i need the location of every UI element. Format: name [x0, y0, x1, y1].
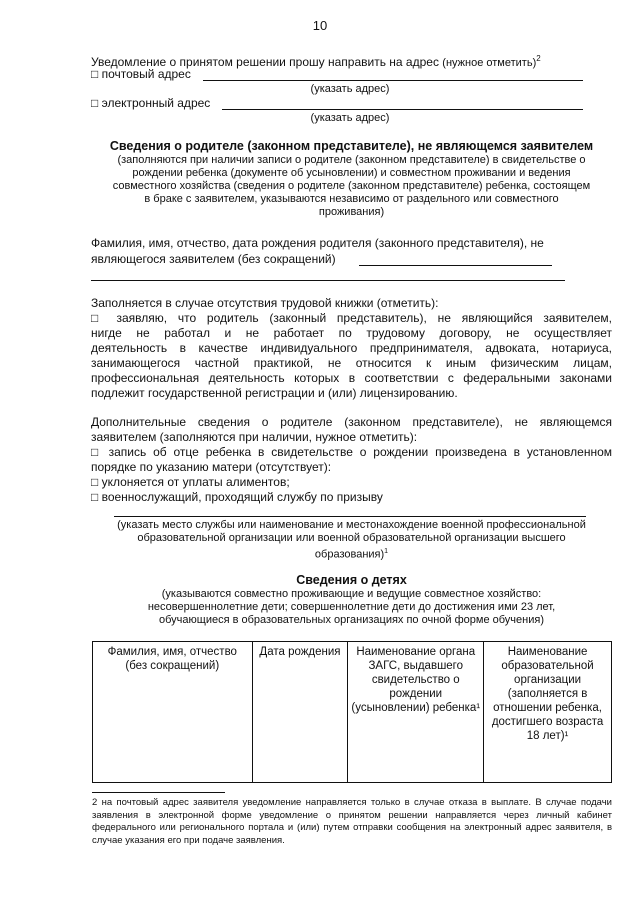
military-service-hint	[91, 519, 612, 562]
children-subtitle-line: несовершеннолетние дети; совершеннолетние дети до достижения ими 23 лет,	[147, 601, 556, 613]
electronic-address-hint: (указать адрес)	[310, 112, 390, 124]
conscript-option[interactable]: □ военнослужащий, проходящий службу по призыву	[91, 490, 383, 504]
additional-line: заявителем (заполняются при наличии, нужное отметить):	[91, 430, 418, 444]
postal-address-field[interactable]	[203, 80, 583, 81]
father-record-option-cont: порядке по указанию матери (отсутствует):	[91, 460, 332, 474]
page-number: 10	[312, 18, 328, 33]
children-section-title: Сведения о детях	[296, 573, 407, 587]
footnote-ref-1: 1	[384, 548, 389, 555]
parent-fio-label-1: Фамилия, имя, отчество, дата рождения родителя (законного представителя), не	[91, 236, 544, 250]
notification-intro-hint: (нужное отметить)	[442, 57, 537, 69]
parent-subtitle-line: в браке с заявителем, указываются независимо от раздельного или совместного	[144, 193, 559, 205]
parent-subtitle-line: рождении ребенка (документе об усыновлении) и совместном проживании и ведения	[132, 167, 571, 179]
parent-subtitle-line: совместного хозяйства (сведения о родителе (законном представителе) ребенка, состоящем	[112, 180, 591, 192]
work-book-line: подлежит государственной регистрации и (или) лицензированию.	[91, 386, 458, 400]
postal-address-hint: (указать адрес)	[310, 83, 390, 95]
footnote-ref-2: 2	[536, 54, 541, 63]
parent-fio-field-continued[interactable]	[91, 280, 565, 281]
parent-subtitle-line: проживания)	[318, 206, 385, 218]
military-hint-line: образования)	[314, 548, 385, 561]
additional-line: Дополнительные сведения о родителе (законном представителе), не являющемся	[91, 415, 612, 429]
work-book-line: профессиональная деятельность которых в соответствии с федеральными законами	[91, 371, 612, 385]
work-book-intro: Заполняется в случае отсутствия трудовой книжки (отметить):	[91, 296, 439, 310]
column-header-fio: Фамилия, имя, отчество (без сокращений)	[93, 642, 253, 783]
footnote-separator	[92, 792, 225, 793]
work-book-line: занимающегося частной практикой, не относится к иным физическим лицам,	[91, 356, 612, 370]
footnote-2: 2 на почтовый адрес заявителя уведомление направляется только в случае отказа в выплате. В случае подачи заявления в электронной форме уведомление о принятом решении направляется через личный кабинет федерального или регионального портала и (или) путем отправки сообщения на электронный адрес заявителя, в случае указания его при подаче заявления.	[92, 797, 612, 846]
children-section-subtitle	[91, 588, 612, 627]
children-subtitle-line: обучающиеся в образовательных организациях по очной форме обучения)	[159, 614, 544, 626]
work-book-line: деятельность в качестве индивидуального предпринимателя, адвоката, нотариуса,	[91, 341, 612, 355]
postal-address-checkbox-label[interactable]: □ почтовый адрес	[91, 67, 191, 81]
children-subtitle-line: (указываются совместно проживающие и ведущие совместное хозяйство:	[161, 588, 542, 600]
parent-section-title: Сведения о родителе (законном представителе), не являющемся заявителем	[109, 139, 594, 153]
parent-fio-label-2: являющегося заявителем (без сокращений)	[91, 252, 336, 266]
electronic-address-checkbox-label[interactable]: □ электронный адрес	[91, 96, 211, 110]
parent-fio-field[interactable]	[359, 265, 552, 266]
electronic-address-field[interactable]	[222, 109, 583, 110]
military-hint-line: образовательной организации или военной образовательной организации высшего	[137, 532, 566, 544]
children-table	[92, 641, 612, 783]
military-hint-line: (указать место службы или наименование и местонахождение военной профессиональной	[117, 519, 586, 531]
father-record-option[interactable]: □ запись об отце ребенка в свидетельстве о рождении произведена в установленном	[91, 445, 612, 459]
additional-info-block	[91, 415, 612, 505]
parent-subtitle-line: (заполняются при наличии записи о родителе (законном представителе) в свидетельстве о	[117, 154, 586, 166]
military-service-field[interactable]	[114, 516, 586, 517]
work-book-statement[interactable]	[91, 311, 612, 401]
notification-intro-text: Уведомление о принятом решении прошу направить на адрес	[91, 55, 439, 69]
children-table-header-row	[93, 642, 612, 783]
work-book-line: □ заявляю, что родитель (законный представитель), не являющийся заявителем,	[91, 311, 612, 325]
work-book-line: нигде не работал и не работает по трудовому договору, не осуществляет	[91, 326, 612, 340]
alimony-option[interactable]: □ уклоняется от уплаты алиментов;	[91, 475, 290, 489]
column-header-birthdate: Дата рождения	[252, 642, 348, 783]
parent-section-subtitle	[91, 154, 612, 219]
column-header-education: Наименование образовательной организации (заполняется в отношении ребенка, достигшего возраста 18 лет)¹	[484, 642, 612, 783]
column-header-zags: Наименование органа ЗАГС, выдавшего свидетельство о рождении (усыновлении) ребенка¹	[348, 642, 484, 783]
